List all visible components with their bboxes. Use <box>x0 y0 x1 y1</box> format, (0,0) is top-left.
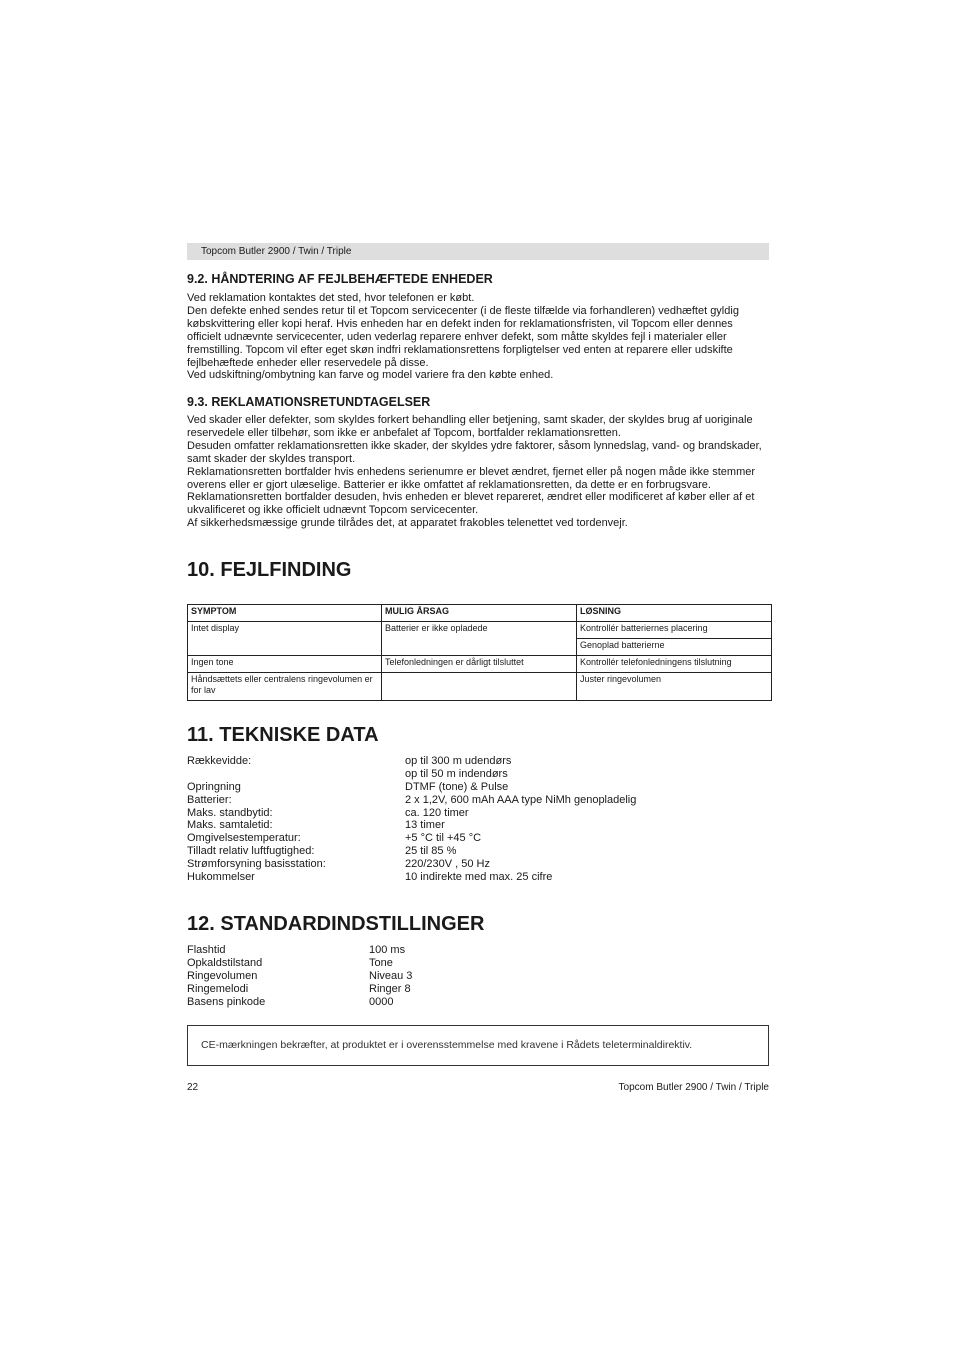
text-line: Reklamationsretten bortfalder hvis enhedens serienumre er blevet ændret, fjernet eller på nogen måde ikke stemmer <box>187 465 756 478</box>
spec-value: op til 300 m udendørs <box>405 755 512 767</box>
list-item <box>187 819 767 832</box>
default-settings-list <box>187 944 587 1008</box>
setting-value: Niveau 3 <box>369 969 413 982</box>
spec-key: Rækkevidde: <box>187 755 252 767</box>
text-line: Af sikkerhedsmæssige grunde tilrådes det, at apparatet frakobles telenettet ved tordenvejr. <box>187 517 628 530</box>
spec-value: DTMF (tone) & Pulse <box>405 780 509 793</box>
troubleshooting-table <box>187 604 772 701</box>
section-9-2-body <box>187 292 777 382</box>
setting-key: Flashtid <box>187 944 226 956</box>
header-cause: MULIG ÅRSAG <box>382 605 577 622</box>
spec-value: 10 indirekte med max. 25 cifre <box>405 871 553 884</box>
cell-symptom: Håndsættets eller centralens ringevolumen er for lav <box>188 673 382 701</box>
spec-key: Omgivelsestemperatur: <box>187 832 301 845</box>
spec-key: Opringning <box>187 780 241 793</box>
list-item <box>187 983 587 996</box>
section-9-3-body <box>187 414 777 530</box>
setting-value: 0000 <box>369 995 394 1008</box>
spec-key: Maks. samtaletid: <box>187 819 273 832</box>
list-item <box>187 957 587 970</box>
list-item <box>187 781 767 794</box>
cell-cause: Batterier er ikke opladede <box>382 622 577 656</box>
text-line: officielt udnævnte servicecenter, uden vederlag reparere enhver defekt, som måtte skyldes fejl i materialer eller <box>187 330 727 343</box>
text-line: fejlbehæftede enheder eller reservedele på disse. <box>187 356 429 369</box>
spec-value: +5 °C til +45 °C <box>405 832 482 845</box>
table-row <box>188 622 772 639</box>
header-symptom: SYMPTOM <box>188 605 382 622</box>
text-line: ukvalificeret og ikke officielt udnævnt Topcom servicecenter. <box>187 504 479 517</box>
cell-solution: Kontrollér telefonledningens tilslutning <box>577 656 772 673</box>
text-line: reservedele eller tilbehør, som ikke er anbefalet af Topcom, bortfalder reklamationsretten. <box>187 426 621 439</box>
setting-value: 100 ms <box>369 944 406 956</box>
cell-cause <box>382 673 577 701</box>
spec-key: Hukommelser <box>187 871 255 884</box>
spec-value: 13 timer <box>405 819 445 832</box>
page-header: Topcom Butler 2900 / Twin / Triple <box>187 243 769 260</box>
text-line: overens eller er gjort ulæselige. Batterier er ikke omfattet af reklamationsretten, da dette er en forbrugsvare. <box>187 478 711 491</box>
setting-value: Ringer 8 <box>369 982 411 995</box>
list-item <box>187 794 767 807</box>
spec-key: Maks. standbytid: <box>187 806 273 819</box>
setting-key: Ringevolumen <box>187 969 258 982</box>
list-item <box>187 845 767 858</box>
setting-key: Ringemelodi <box>187 982 249 995</box>
text-line: Den defekte enhed sendes retur til et Topcom servicecenter (i de fleste tilfælde via forhandleren) vedhæftet gyldig <box>187 304 739 317</box>
spec-value: ca. 120 timer <box>405 806 469 819</box>
ce-notice-box: CE-mærkningen bekræfter, at produktet er i overensstemmelse med kravene i Rådets teleterminaldirektiv. <box>187 1025 769 1066</box>
text-line: samt skader der skyldes transport. <box>187 452 356 465</box>
cell-solution: Kontrollér batteriernes placering <box>577 622 772 639</box>
table-row <box>188 656 772 673</box>
list-item <box>187 768 767 781</box>
list-item <box>187 944 587 957</box>
section-9-2-title: 9.2. HÅNDTERING AF FEJLBEHÆFTEDE ENHEDER <box>187 272 493 286</box>
page-number: 22 <box>187 1082 199 1093</box>
section-12-title: 12. STANDARDINDSTILLINGER <box>187 913 485 935</box>
spec-value: 2 x 1,2V, 600 mAh AAA type NiMh genopladelig <box>405 793 637 806</box>
header-solution: LØSNING <box>577 605 772 622</box>
cell-symptom: Intet display <box>188 622 382 656</box>
cell-cause: Telefonledningen er dårligt tilsluttet <box>382 656 577 673</box>
text-line: Ved reklamation kontaktes det sted, hvor telefonen er købt. <box>187 292 475 304</box>
list-item <box>187 970 587 983</box>
text-line: fremstilling. Topcom vil efter eget skøn indfri reklamationsrettens forpligtelser ved enten at reparere eller udskifte <box>187 343 733 356</box>
list-item <box>187 858 767 871</box>
spec-value: op til 50 m indendørs <box>405 767 508 780</box>
list-item <box>187 832 767 845</box>
list-item <box>187 755 767 768</box>
section-11-title: 11. TEKNISKE DATA <box>187 724 379 746</box>
setting-value: Tone <box>369 956 393 969</box>
list-item <box>187 871 767 884</box>
setting-key: Basens pinkode <box>187 995 266 1008</box>
text-line: Desuden omfatter reklamationsretten ikke skader, der skyldes ydre faktorer, såsom lynnedslag, vand- og brandskader, <box>187 439 762 452</box>
text-line: Ved skader eller defekter, som skyldes forkert behandling eller betjening, samt skader, der skyldes brug af uoriginale <box>187 414 753 426</box>
cell-solution: Genoplad batterierne <box>577 639 772 656</box>
table-row <box>188 673 772 701</box>
text-line: købskvittering eller kopi heraf. Hvis enheden har en defekt inden for reklamationsfristen, vil Topcom eller dennes <box>187 317 733 330</box>
spec-key: Batterier: <box>187 793 232 806</box>
footer-product: Topcom Butler 2900 / Twin / Triple <box>618 1082 769 1093</box>
list-item <box>187 996 587 1009</box>
list-item <box>187 807 767 820</box>
table-header-row <box>188 605 772 622</box>
spec-value: 220/230V , 50 Hz <box>405 858 491 871</box>
section-9-3-title: 9.3. REKLAMATIONSRETUNDTAGELSER <box>187 395 431 409</box>
spec-key: Strømforsyning basisstation: <box>187 858 326 871</box>
cell-symptom: Ingen tone <box>188 656 382 673</box>
text-line: Reklamationsretten bortfalder desuden, hvis enheden er blevet repareret, ændret eller modificeret af køber eller af et <box>187 491 755 504</box>
spec-key: Tilladt relativ luftfugtighed: <box>187 845 315 858</box>
spec-value: 25 til 85 % <box>405 845 457 858</box>
cell-solution: Juster ringevolumen <box>577 673 772 701</box>
text-line: Ved udskiftning/ombytning kan farve og model variere fra den købte enhed. <box>187 369 554 382</box>
section-10-title: 10. FEJLFINDING <box>187 559 352 581</box>
setting-key: Opkaldstilstand <box>187 956 263 969</box>
technical-data-list <box>187 755 767 884</box>
